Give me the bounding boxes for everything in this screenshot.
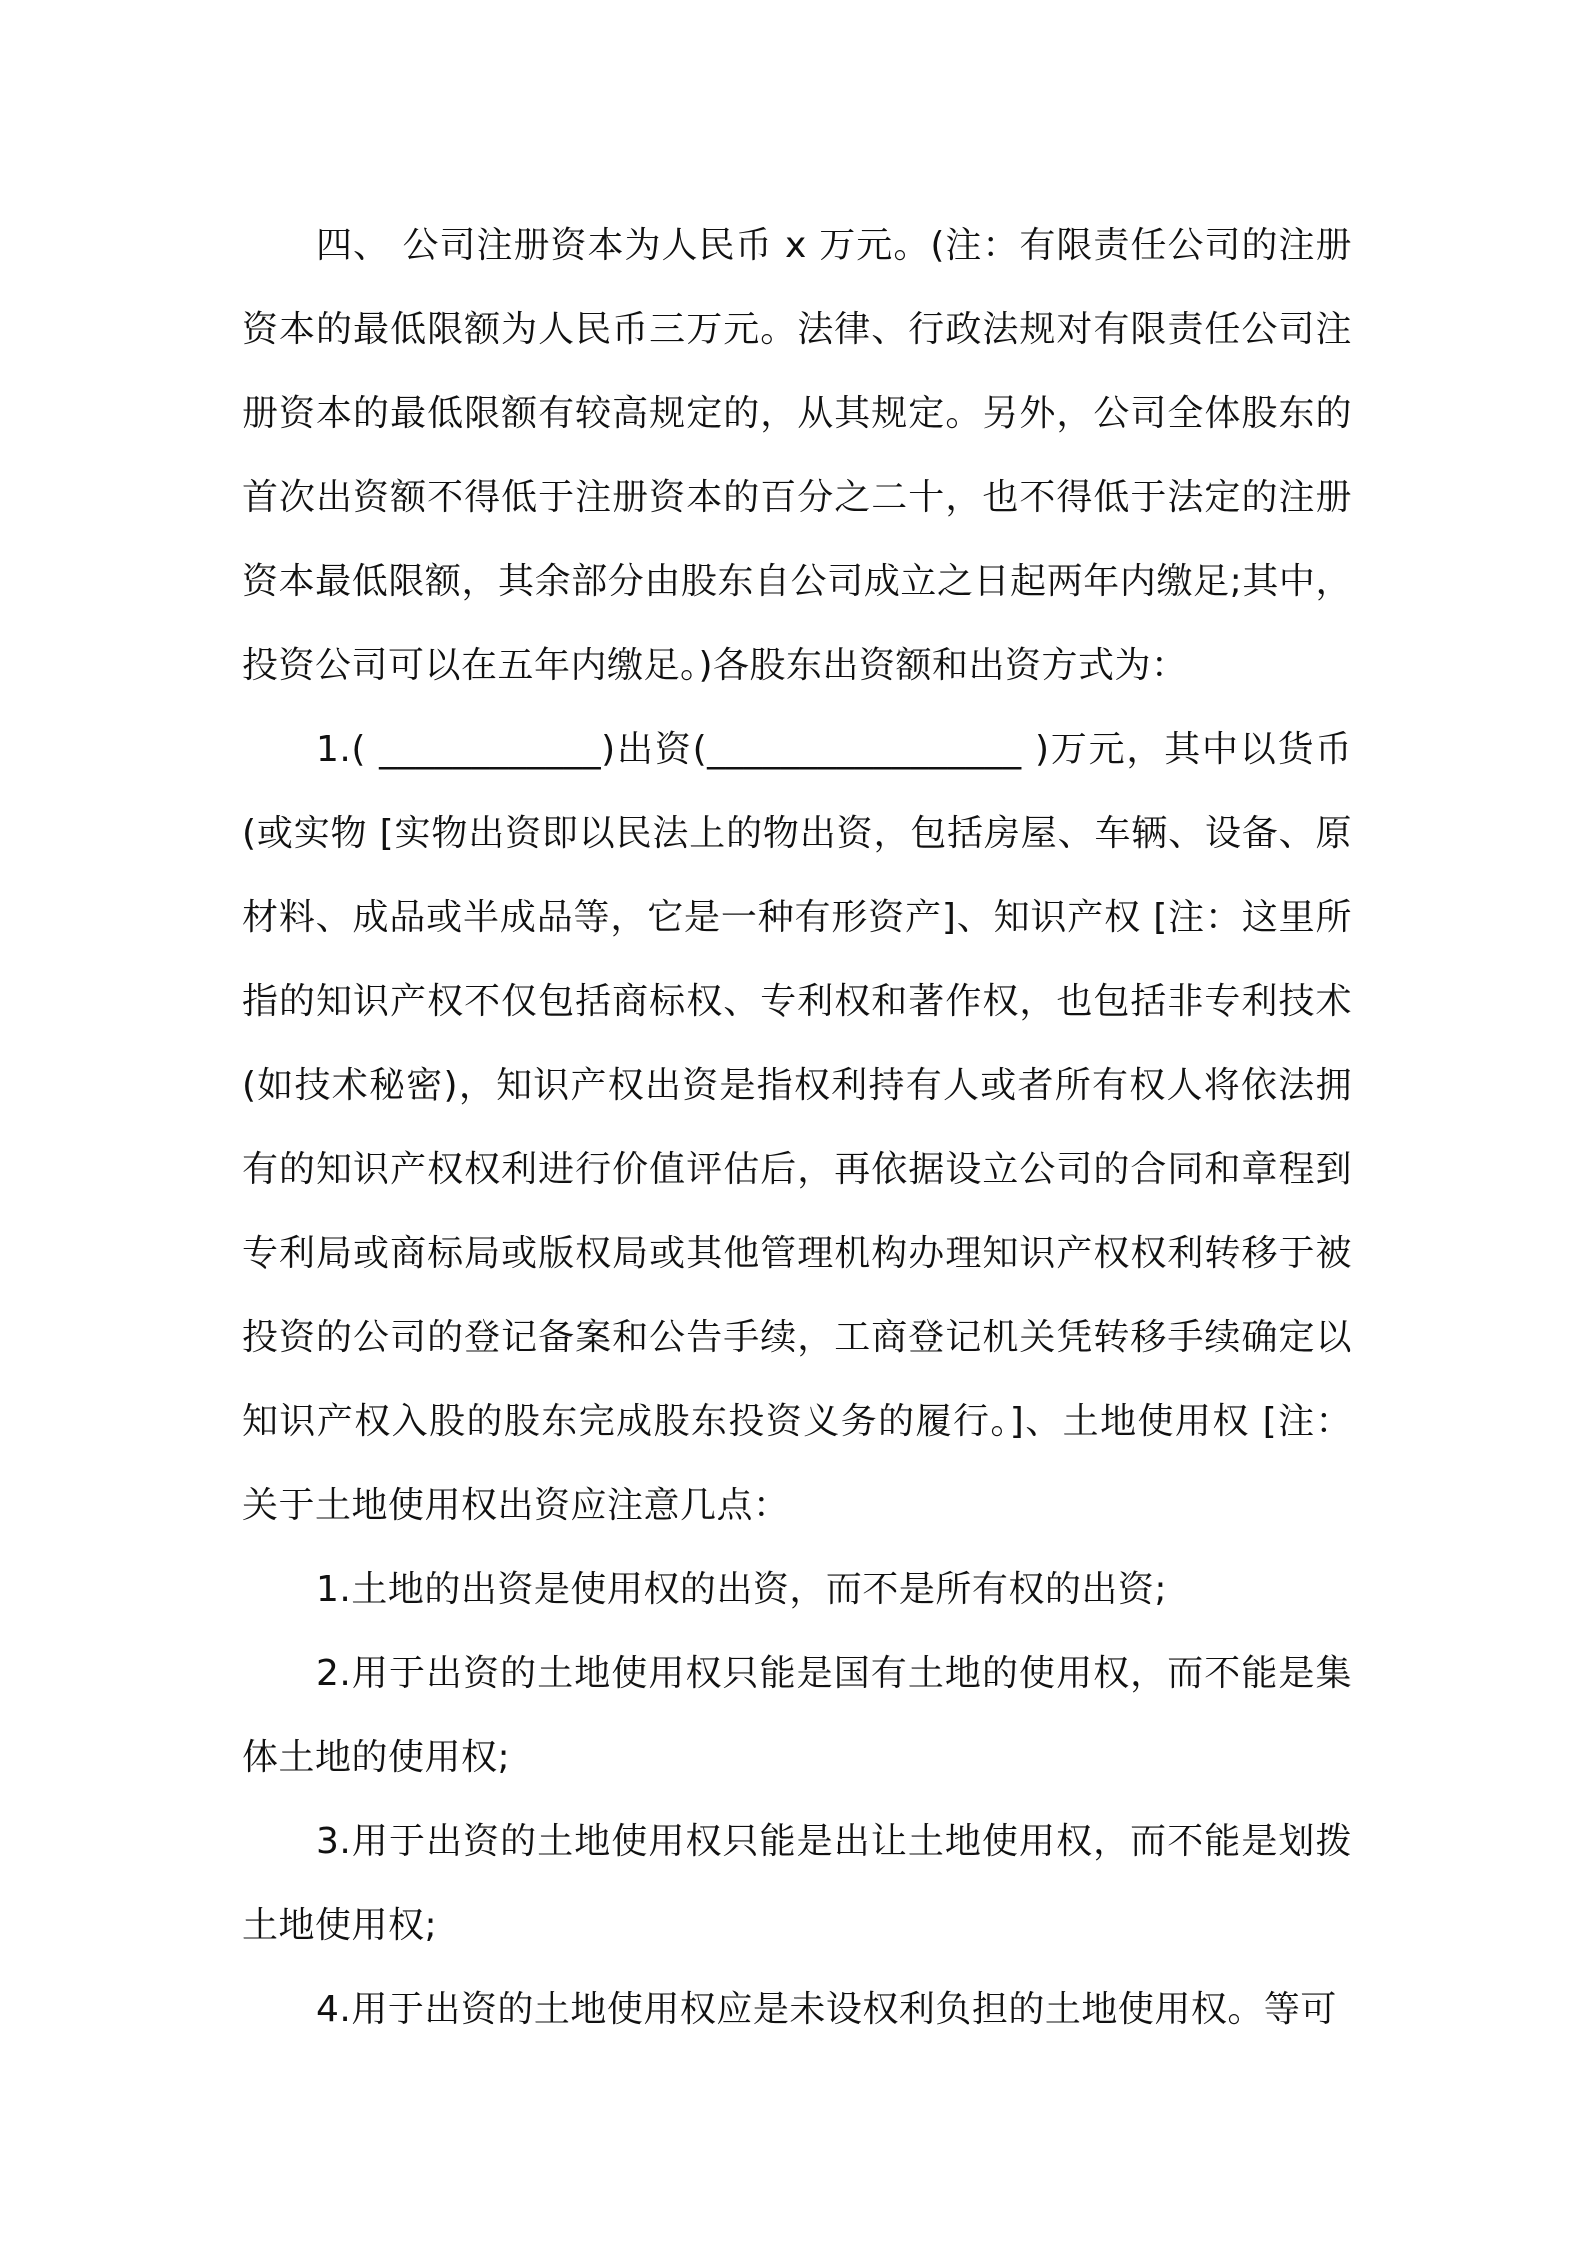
paragraph-land-point-1: 1.土地的出资是使用权的出资，而不是所有权的出资; bbox=[316, 1569, 1167, 1610]
paragraph-land-point-2: 2.用于出资的土地使用权只能是国有土地的使用权，而不能是集体土地的使用权; bbox=[242, 1653, 1352, 1778]
document-page bbox=[242, 204, 1352, 2052]
paragraph-land-point-4: 4.用于出资的土地使用权应是未设权利负担的土地使用权。等可 bbox=[316, 1989, 1337, 2030]
paragraph-contribution-method: 1.( ____________)出资(_________________ )万元，其中以货币(或实物 [实物出资即以民法上的物出资，包括房屋、车辆、设备、原材料、成品或半成品等，它是一种有形资产]、知识产权 [注：这里所指的知识产权不仅包括商标权、专利权和著作权，也包括非专利技术(如技术秘密)，知识产权出资是指权利持有人或者所有权人将依法拥有的知识产权权利进行价值评估后，再依据设立公司的合同和章程到专利局或商标局或版权局或其他管理机构办理知识产权权利转移于被投资的公司的登记备案和公告手续，工商登记机关凭转移手续确定以知识产权入股的股东完成股东投资义务的履行。]、土地使用权 [注：关于土地使用权出资应注意几点： bbox=[242, 729, 1352, 1526]
paragraph-registered-capital: 四、 公司注册资本为人民币 x 万元。(注：有限责任公司的注册资本的最低限额为人民币三万元。法律、行政法规对有限责任公司注册资本的最低限额有较高规定的，从其规定。另外，公司全体股东的首次出资额不得低于注册资本的百分之二十，也不得低于法定的注册资本最低限额，其余部分由股东自公司成立之日起两年内缴足;其中，投资公司可以在五年内缴足。)各股东出资额和出资方式为： bbox=[242, 225, 1352, 686]
paragraph-land-point-3: 3.用于出资的土地使用权只能是出让土地使用权，而不能是划拨土地使用权; bbox=[242, 1821, 1352, 1946]
